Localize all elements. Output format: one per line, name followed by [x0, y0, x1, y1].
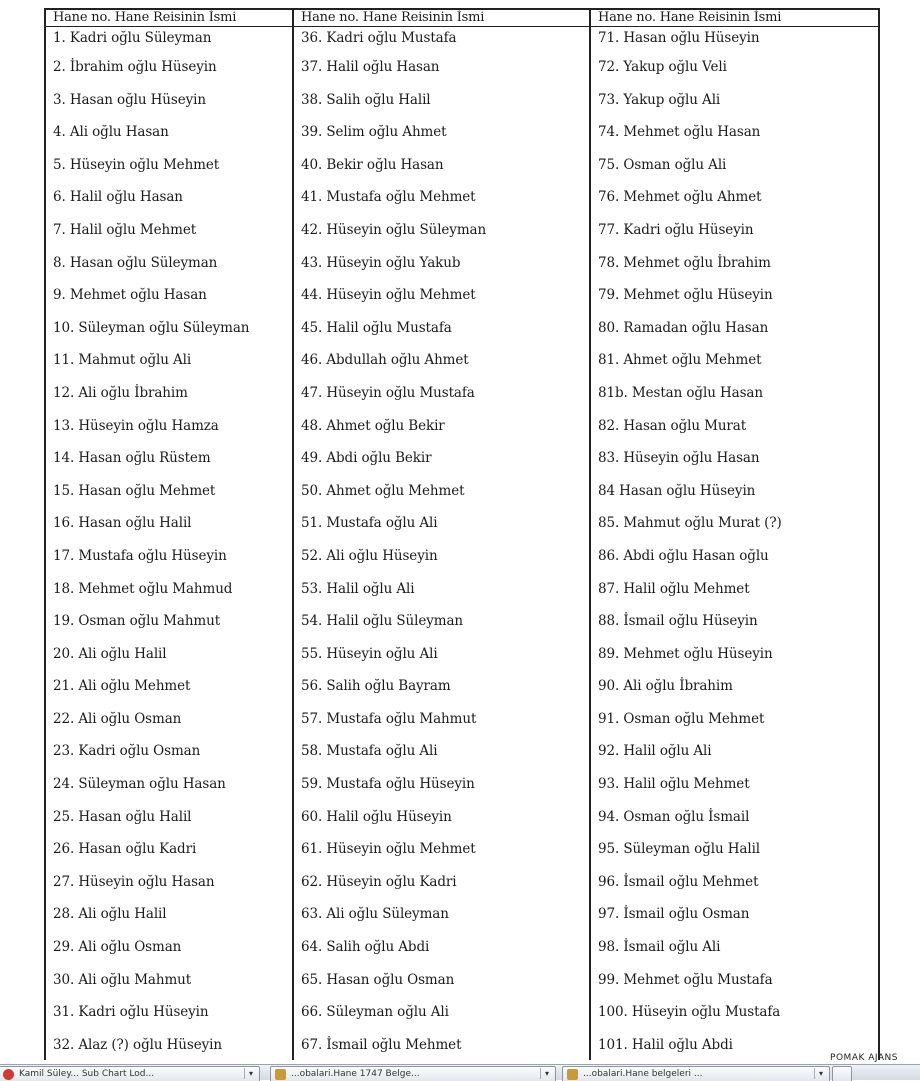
household-entry: 97. İsmail oğlu Osman [598, 906, 750, 923]
folder-icon [275, 1069, 286, 1080]
taskbar-button-folder[interactable] [270, 1066, 556, 1081]
household-entry: 93. Halil oğlu Mehmet [598, 776, 750, 793]
household-entry: 25. Hasan oğlu Halil [53, 808, 192, 825]
household-entry: 29. Ali oğlu Osman [53, 939, 182, 956]
chevron-down-icon[interactable]: ▾ [540, 1068, 553, 1079]
household-entry: 30. Ali oğlu Mahmut [53, 971, 192, 988]
household-entry: 7. Halil oğlu Mehmet [53, 221, 197, 238]
household-entry: 23. Kadri oğlu Osman [53, 743, 201, 760]
column-header: Hane no. Hane Reisinin İsmi [46, 10, 292, 27]
household-entry: 66. Süleyman oğlu Ali [301, 1004, 449, 1021]
household-list [591, 27, 878, 1067]
household-entry: 89. Mehmet oğlu Hüseyin [598, 645, 773, 662]
household-entry: 39. Selim oğlu Ahmet [301, 124, 447, 141]
household-entry: 62. Hüseyin oğlu Kadri [301, 873, 457, 890]
household-entry: 63. Ali oğlu Süleyman [301, 906, 449, 923]
household-entry: 41. Mustafa oğlu Mehmet [301, 189, 476, 206]
household-entry: 73. Yakup oğlu Ali [598, 91, 721, 108]
household-entry: 88. İsmail oğlu Hüseyin [598, 613, 758, 630]
household-entry: 18. Mehmet oğlu Mahmud [53, 580, 233, 597]
household-entry: 44. Hüseyin oğlu Mehmet [301, 287, 476, 304]
household-entry: 26. Hasan oğlu Kadri [53, 841, 197, 858]
household-entry: 46. Abdullah oğlu Ahmet [301, 352, 469, 369]
household-entry: 72. Yakup oğlu Veli [598, 59, 727, 75]
household-entry: 80. Ramadan oğlu Hasan [598, 319, 769, 336]
household-entry: 71. Hasan oğlu Hüseyin [598, 30, 760, 46]
household-entry: 67. İsmail oğlu Mehmet [301, 1036, 462, 1053]
household-entry: 13. Hüseyin oğlu Hamza [53, 417, 219, 434]
household-entry: 36. Kadri oğlu Mustafa [301, 30, 457, 46]
household-entry: 28. Ali oğlu Halil [53, 906, 167, 923]
household-entry: 49. Abdi oğlu Bekir [301, 450, 432, 467]
browser-icon [3, 1069, 14, 1080]
household-entry: 8. Hasan oğlu Süleyman [53, 254, 218, 271]
household-entry: 86. Abdi oğlu Hasan oğlu [598, 547, 769, 564]
household-entry: 27. Hüseyin oğlu Hasan [53, 873, 215, 890]
household-entry: 100. Hüseyin oğlu Mustafa [598, 1004, 781, 1021]
household-entry: 20. Ali oğlu Halil [53, 645, 167, 662]
household-entry: 60. Halil oğlu Hüseyin [301, 808, 452, 825]
household-entry: 24. Süleyman oğlu Hasan [53, 776, 226, 793]
household-entry: 12. Ali oğlu İbrahim [53, 384, 188, 401]
household-entry: 61. Hüseyin oğlu Mehmet [301, 841, 476, 858]
household-entry: 92. Halil oğlu Ali [598, 743, 712, 760]
household-entry: 87. Halil oğlu Mehmet [598, 580, 750, 597]
household-entry: 3. Hasan oğlu Hüseyin [53, 91, 206, 108]
household-entry: 14. Hasan oğlu Rüstem [53, 450, 211, 467]
household-entry: 75. Osman oğlu Ali [598, 156, 727, 173]
household-entry: 77. Kadri oğlu Hüseyin [598, 221, 754, 238]
household-entry: 2. İbrahim oğlu Hüseyin [53, 59, 217, 75]
household-entry: 10. Süleyman oğlu Süleyman [53, 319, 250, 336]
column-header: Hane no. Hane Reisinin İsmi [294, 10, 589, 27]
household-entry: 95. Süleyman oğlu Halil [598, 841, 761, 858]
household-entry: 99. Mehmet oğlu Mustafa [598, 971, 773, 988]
household-entry: 40. Bekir oğlu Hasan [301, 156, 444, 173]
household-entry: 38. Salih oğlu Halil [301, 91, 431, 108]
household-entry: 1. Kadri oğlu Süleyman [53, 30, 212, 46]
household-entry: 54. Halil oğlu Süleyman [301, 613, 464, 630]
household-entry: 76. Mehmet oğlu Ahmet [598, 189, 762, 206]
household-entry: 64. Salih oğlu Abdi [301, 939, 430, 956]
household-entry: 83. Hüseyin oğlu Hasan [598, 450, 760, 467]
household-entry: 84 Hasan oğlu Hüseyin [598, 482, 756, 499]
household-entry: 4. Ali oğlu Hasan [53, 124, 169, 141]
household-entry: 101. Halil oğlu Abdi [598, 1036, 733, 1053]
household-entry: 5. Hüseyin oğlu Mehmet [53, 156, 220, 173]
household-list [46, 27, 292, 1067]
watermark: POMAK AJANS [830, 1053, 898, 1063]
household-entry: 81b. Mestan oğlu Hasan [598, 384, 763, 401]
household-entry: 16. Hasan oğlu Halil [53, 515, 192, 532]
household-entry: 94. Osman oğlu İsmail [598, 808, 750, 825]
table-column-2 [292, 10, 589, 1060]
household-entry: 81. Ahmet oğlu Mehmet [598, 352, 762, 369]
household-entry: 52. Ali oğlu Hüseyin [301, 547, 438, 564]
household-entry: 85. Mahmut oğlu Murat (?) [598, 515, 782, 532]
household-entry: 15. Hasan oğlu Mehmet [53, 482, 216, 499]
table-column-3 [589, 10, 878, 1060]
household-entry: 50. Ahmet oğlu Mehmet [301, 482, 465, 499]
household-entry: 47. Hüseyin oğlu Mustafa [301, 384, 475, 401]
household-entry: 6. Halil oğlu Hasan [53, 189, 183, 206]
taskbar-button-label: ...obalari.Hane 1747 Belge... [291, 1069, 420, 1079]
household-entry: 17. Mustafa oğlu Hüseyin [53, 547, 227, 564]
household-entry: 51. Mustafa oğlu Ali [301, 515, 438, 532]
household-entry: 43. Hüseyin oğlu Yakub [301, 254, 461, 271]
household-entry: 79. Mehmet oğlu Hüseyin [598, 287, 773, 304]
household-entry: 21. Ali oğlu Mehmet [53, 678, 191, 695]
taskbar-button-label: Kamil Süley... Sub Chart Lod... [19, 1069, 155, 1079]
household-register-table [44, 8, 880, 1060]
household-entry: 19. Osman oğlu Mahmut [53, 613, 221, 630]
household-entry: 22. Ali oğlu Osman [53, 710, 182, 727]
household-list [294, 27, 589, 1067]
household-entry: 37. Halil oğlu Hasan [301, 59, 440, 75]
window-top-strip [0, 0, 920, 8]
chevron-down-icon[interactable]: ▾ [814, 1068, 827, 1079]
household-entry: 56. Salih oğlu Bayram [301, 678, 451, 695]
household-entry: 74. Mehmet oğlu Hasan [598, 124, 761, 141]
chevron-down-icon[interactable]: ▾ [244, 1068, 257, 1079]
column-header: Hane no. Hane Reisinin İsmi [591, 10, 878, 27]
household-entry: 48. Ahmet oğlu Bekir [301, 417, 445, 434]
household-entry: 82. Hasan oğlu Murat [598, 417, 747, 434]
taskbar-button-browser[interactable] [0, 1066, 260, 1081]
household-entry: 58. Mustafa oğlu Ali [301, 743, 438, 760]
household-entry: 9. Mehmet oğlu Hasan [53, 287, 207, 304]
taskbar [0, 1064, 920, 1080]
taskbar-overflow-button[interactable] [832, 1066, 852, 1081]
table-column-1 [46, 10, 292, 1060]
household-entry: 53. Halil oğlu Ali [301, 580, 415, 597]
folder-icon [567, 1069, 578, 1080]
taskbar-button-label: ...obalari.Hane belgeleri ... [583, 1069, 703, 1079]
household-entry: 91. Osman oğlu Mehmet [598, 710, 765, 727]
household-entry: 65. Hasan oğlu Osman [301, 971, 455, 988]
household-entry: 59. Mustafa oğlu Hüseyin [301, 776, 475, 793]
household-entry: 31. Kadri oğlu Hüseyin [53, 1004, 209, 1021]
household-entry: 57. Mustafa oğlu Mahmut [301, 710, 477, 727]
household-entry: 96. İsmail oğlu Mehmet [598, 873, 759, 890]
household-entry: 42. Hüseyin oğlu Süleyman [301, 221, 487, 238]
household-entry: 32. Alaz (?) oğlu Hüseyin [53, 1036, 222, 1053]
household-entry: 55. Hüseyin oğlu Ali [301, 645, 438, 662]
household-entry: 11. Mahmut oğlu Ali [53, 352, 192, 369]
household-entry: 78. Mehmet oğlu İbrahim [598, 254, 771, 271]
household-entry: 90. Ali oğlu İbrahim [598, 678, 733, 695]
taskbar-button-folder[interactable] [562, 1066, 830, 1081]
household-entry: 45. Halil oğlu Mustafa [301, 319, 452, 336]
household-entry: 98. İsmail oğlu Ali [598, 939, 721, 956]
